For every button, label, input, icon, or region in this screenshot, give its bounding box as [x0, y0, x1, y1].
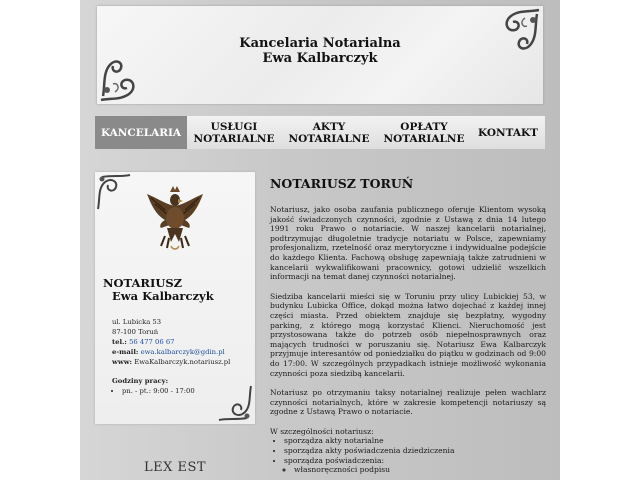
nav-label: NOTARIALNE: [288, 132, 370, 145]
nav-label: KANCELARIA: [100, 126, 182, 139]
header-banner: [97, 6, 543, 104]
address-city: 87-100 Toruń: [112, 328, 159, 336]
phone-link[interactable]: 56 477 06 67: [129, 338, 175, 346]
working-hours: [112, 376, 195, 396]
email-label: e-mail:: [112, 348, 139, 356]
nav-label: NOTARIALNE: [193, 132, 275, 145]
motto-text: LEX EST: [143, 460, 207, 475]
main-content: [270, 176, 546, 480]
paragraph-services: Notariusz po otrzymaniu taksy notarialnej realizuje pełen wachlarz czynności notarialnych, które w zakresie kompetencji notariuszy są zgodne z Ustawą Prawo o notariacie.: [270, 388, 546, 417]
nav-item-kontakt[interactable]: [471, 116, 545, 149]
contact-info: [112, 317, 230, 367]
www-value: EwaKalbarczyk.notariusz.pl: [134, 358, 231, 366]
nav-label: OPŁATY: [400, 120, 448, 133]
phone-label: tel.:: [112, 338, 127, 346]
list-item: • sporządza akty notarialne: [284, 436, 546, 446]
hours-value: • pn. - pt.: 9:00 - 17:00: [122, 386, 195, 396]
address-street: ul. Lubicka 53: [112, 318, 162, 326]
ornament-top-left-icon: [96, 173, 136, 211]
list-item: • sporządza akty poświadczenia dziedziczenia: [284, 446, 546, 456]
hours-label: Godziny pracy:: [112, 377, 169, 385]
title-line-1: Kancelaria Notarialna: [239, 36, 401, 51]
list-item: [284, 456, 546, 475]
page-title: [97, 36, 543, 66]
list-intro: W szczególności notariusz:: [270, 426, 374, 436]
www-label: www:: [112, 358, 133, 366]
email-link[interactable]: ewa.kalbarczyk@gdin.pl: [140, 348, 225, 356]
nav-item-akty-notarialne[interactable]: [281, 116, 377, 149]
notary-fullname: Ewa Kalbarczyk: [112, 289, 214, 303]
page: [80, 0, 560, 480]
sublist-item: ◦ własnoręczności podpisu: [294, 465, 546, 475]
notary-title: NOTARIUSZ: [103, 276, 183, 290]
nav-item-oplaty-notarialne[interactable]: [377, 116, 471, 149]
email-row: [112, 347, 230, 357]
title-line-2: Ewa Kalbarczyk: [262, 51, 378, 66]
nav-item-uslugi-notarialne[interactable]: [187, 116, 281, 149]
nav-item-kancelaria[interactable]: [95, 116, 187, 149]
phone-row: [112, 337, 230, 347]
sidebar-contact-card: [95, 172, 255, 424]
list-item-label: sporządza poświadczenia:: [284, 455, 385, 465]
paragraph-location: Siedziba kancelarii mieści się w Toruniu przy ulicy Lubickiej 53, w budynku Lubicka Office, dokąd można łatwo dojechać z każdej innej części miasta. Przed obiektem znajduje się bezpłatny, wygodny parking, z którego mogą korzystać Klienci. Nieruchomość jest przystosowana także do potrzeb osób niepełnosprawnych oraz mających trudności w poruszaniu się. Notariusz Ewa Kalbarczyk przyjmuje interesantów od poniedziałku do piątku w godzinach od 9:00 do 17:00. W szczególnych przypadkach istnieje możliwość wykonania czynności poza siedzibą kancelarii.: [270, 291, 546, 378]
nav-label: KONTAKT: [478, 126, 538, 139]
nav-label: AKTY: [312, 120, 346, 133]
eagle-emblem-icon: [143, 184, 207, 254]
main-nav: [95, 116, 545, 149]
nav-label: NOTARIALNE: [383, 132, 465, 145]
paragraph-intro: Notariusz, jako osoba zaufania publicznego oferuje Klientom wysoką jakość świadczonych czynności, zgodnie z Ustawą z dnia 14 lutego 1991 roku Prawo o notariacie. W naszej kancelarii notarialnej, podtrzymując długoletnie tradycje notariatu w Polsce, zapewniamy profesjonalizm, rzetelność oraz merytoryczne i indywidualne podejście do każdego Klienta. Fachową obsługę zapewniają także zatrudnieni w kancelarii wykwalifikowani pracownicy, gotowi udzielić wszelkich informacji na temat danej czynności notarialnej.: [270, 205, 546, 282]
notary-name: [103, 277, 214, 303]
www-row: [112, 357, 230, 367]
nav-label: USŁUGI: [210, 120, 258, 133]
content-heading: NOTARIUSZ TORUŃ: [270, 176, 414, 191]
ornament-bottom-right-icon: [213, 384, 253, 422]
services-list: [270, 436, 546, 474]
